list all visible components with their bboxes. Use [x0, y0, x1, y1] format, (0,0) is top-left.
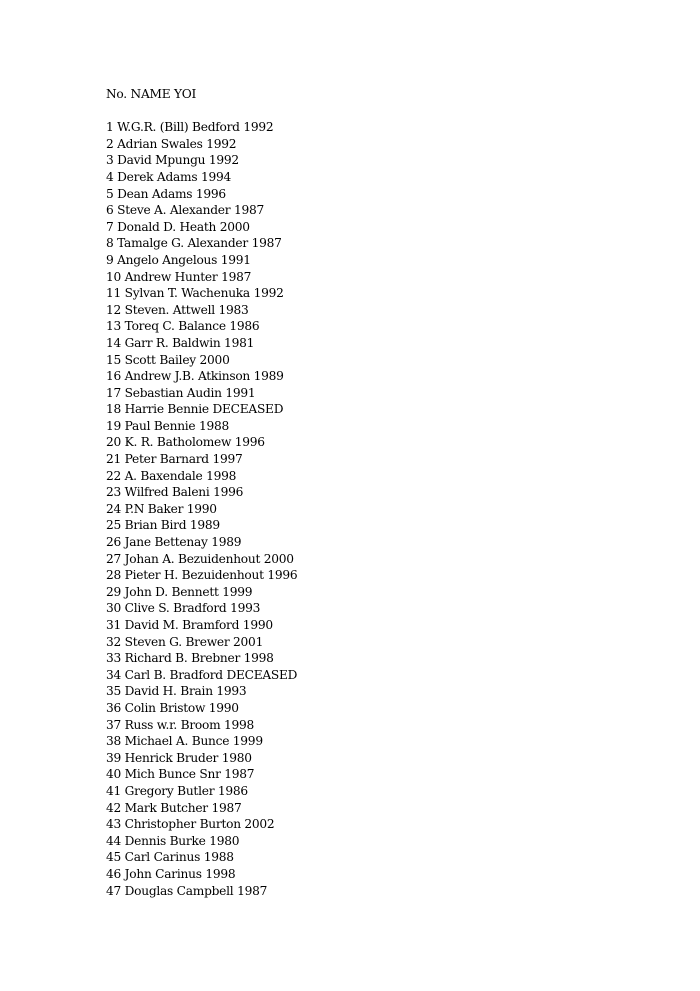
list-item: 34 Carl B. Bradford DECEASED	[106, 667, 298, 682]
list-item: 45 Carl Carinus 1988	[106, 850, 234, 865]
list-item: 26 Jane Bettenay 1989	[106, 535, 242, 550]
list-item: 47 Douglas Campbell 1987	[106, 883, 268, 898]
list-item: 14 Garr R. Baldwin 1981	[106, 335, 255, 350]
list-item: 25 Brian Bird 1989	[106, 518, 220, 533]
list-item: 7 Donald D. Heath 2000	[106, 219, 250, 234]
list-item: 29 John D. Bennett 1999	[106, 584, 253, 599]
list-item: 12 Steven. Attwell 1983	[106, 302, 249, 317]
list-item: 10 Andrew Hunter 1987	[106, 269, 252, 284]
list-item: 33 Richard B. Brebner 1998	[106, 651, 274, 666]
list-item: 24 P.N Baker 1990	[106, 501, 217, 516]
list-item: 16 Andrew J.B. Atkinson 1989	[106, 369, 284, 384]
list-item: 18 Harrie Bennie DECEASED	[106, 402, 284, 417]
list-item: 4 Derek Adams 1994	[106, 169, 231, 184]
list-item: 44 Dennis Burke 1980	[106, 833, 240, 848]
list-item: 22 A. Baxendale 1998	[106, 468, 237, 483]
list-item: 46 John Carinus 1998	[106, 866, 236, 881]
list-item: 9 Angelo Angelous 1991	[106, 252, 251, 267]
list-item: 31 David M. Bramford 1990	[106, 618, 273, 632]
list-item: 41 Gregory Butler 1986	[106, 783, 248, 798]
list-item: 20 K. R. Batholomew 1996	[106, 435, 265, 450]
list-item: 37 Russ w.r. Broom 1998	[106, 717, 255, 732]
list-item: 19 Paul Bennie 1988	[106, 418, 230, 433]
list-item: 15 Scott Bailey 2000	[106, 352, 230, 367]
list-item: 5 Dean Adams 1996	[106, 186, 226, 201]
list-header: No. NAME YOI	[106, 87, 197, 101]
list-item: 40 Mich Bunce Snr 1987	[106, 767, 255, 782]
list-item: 6 Steve A. Alexander 1987	[106, 203, 264, 218]
list-item: 13 Toreq C. Balance 1986	[106, 319, 260, 334]
list-item: 2 Adrian Swales 1992	[106, 136, 237, 151]
list-item: 32 Steven G. Brewer 2001	[106, 634, 264, 649]
list-item: 39 Henrick Bruder 1980	[106, 750, 252, 765]
list-item: 42 Mark Butcher 1987	[106, 800, 242, 815]
list-item: 11 Sylvan T. Wachenuka 1992	[106, 286, 284, 301]
list-item: 17 Sebastian Audin 1991	[106, 385, 256, 400]
list-item: 8 Tamalge G. Alexander 1987	[106, 236, 282, 251]
list-item: 23 Wilfred Baleni 1996	[106, 485, 244, 500]
document-page	[106, 86, 666, 899]
list-item: 30 Clive S. Bradford 1993	[106, 601, 261, 616]
list-item: 1 W.G.R. (Bill) Bedford 1992	[106, 120, 274, 135]
list-item: 35 David H. Brain 1993	[106, 684, 247, 699]
member-list	[106, 119, 666, 899]
list-item: 38 Michael A. Bunce 1999	[106, 734, 263, 749]
list-item: 27 Johan A. Bezuidenhout 2000	[106, 551, 294, 566]
list-item: 28 Pieter H. Bezuidenhout 1996	[106, 568, 298, 583]
list-item: 36 Colin Bristow 1990	[106, 700, 239, 715]
list-item: 3 David Mpungu 1992	[106, 153, 239, 168]
list-item: 21 Peter Barnard 1997	[106, 452, 243, 467]
list-item: 43 Christopher Burton 2002	[106, 817, 275, 832]
